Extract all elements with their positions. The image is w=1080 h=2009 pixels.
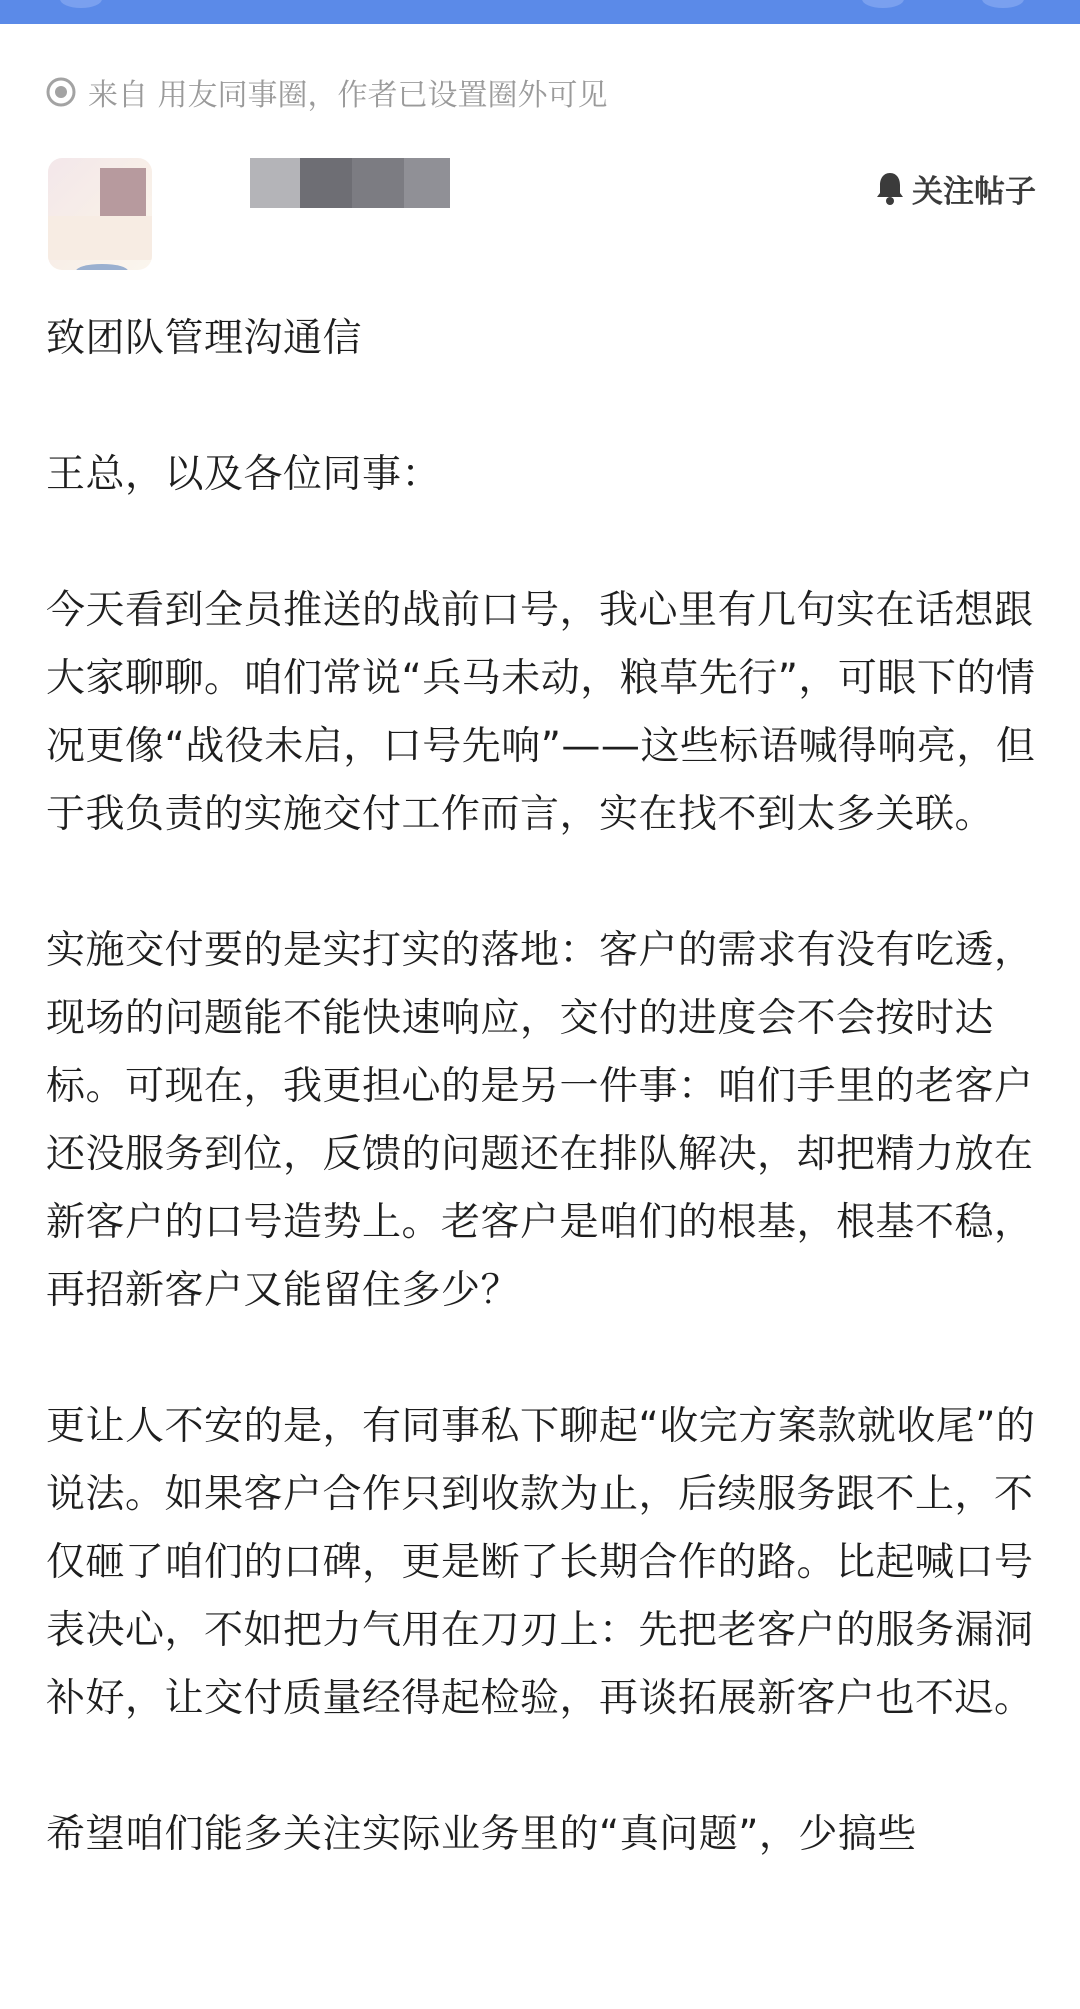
post-paragraph: 更让人不安的是，有同事私下聊起“收完方案款就收尾”的说法。如果客户合作只到收款为止，后续服务跟不上，不仅砸了咱们的口碑，更是断了长期合作的路。比起喊口号表决心，不如把力气用在刀刃上：先把老客户的服务漏洞补好，让交付质量经得起检验，再谈拓展新客户也不迟。 [46, 1404, 1036, 1721]
top-bar-shape [862, 0, 904, 8]
author-row [0, 150, 1080, 280]
post-source-text: 来自 用友同事圈，作者已设置圈外可见 [88, 78, 608, 113]
author-avatar[interactable] [48, 158, 152, 270]
post-paragraph: 今天看到全员推送的战前口号，我心里有几句实在话想跟大家聊聊。咱们常说“兵马未动，粮草先行”，可眼下的情况更像“战役未启，口号先响”——这些标语喊得响亮，但于我负责的实施交付工作而言，实在找不到太多关联。 [46, 588, 1036, 837]
post-title: 致团队管理沟通信 [46, 316, 363, 361]
follow-post-button[interactable] [874, 168, 1036, 208]
author-name-redacted[interactable] [250, 158, 450, 208]
top-bar-shape [982, 0, 1024, 8]
record-circle-icon [44, 75, 78, 109]
post-paragraph: 希望咱们能多关注实际业务里的“真问题”，少搞些 [46, 1812, 917, 1857]
bell-icon [874, 170, 906, 206]
post-body [46, 305, 1038, 1937]
follow-post-label: 关注帖子 [912, 173, 1036, 210]
post-source-notice [44, 72, 608, 112]
post-greeting: 王总，以及各位同事： [46, 452, 442, 497]
top-bar-shape [60, 0, 102, 8]
post-paragraph: 实施交付要的是实打实的落地：客户的需求有没有吃透，现场的问题能不能快速响应，交付的进度会不会按时达标。可现在，我更担心的是另一件事：咱们手里的老客户还没服务到位，反馈的问题还在排队解决，却把精力放在新客户的口号造势上。老客户是咱们的根基，根基不稳，再招新客户又能留住多少？ [46, 928, 1034, 1313]
top-app-bar [0, 0, 1080, 24]
